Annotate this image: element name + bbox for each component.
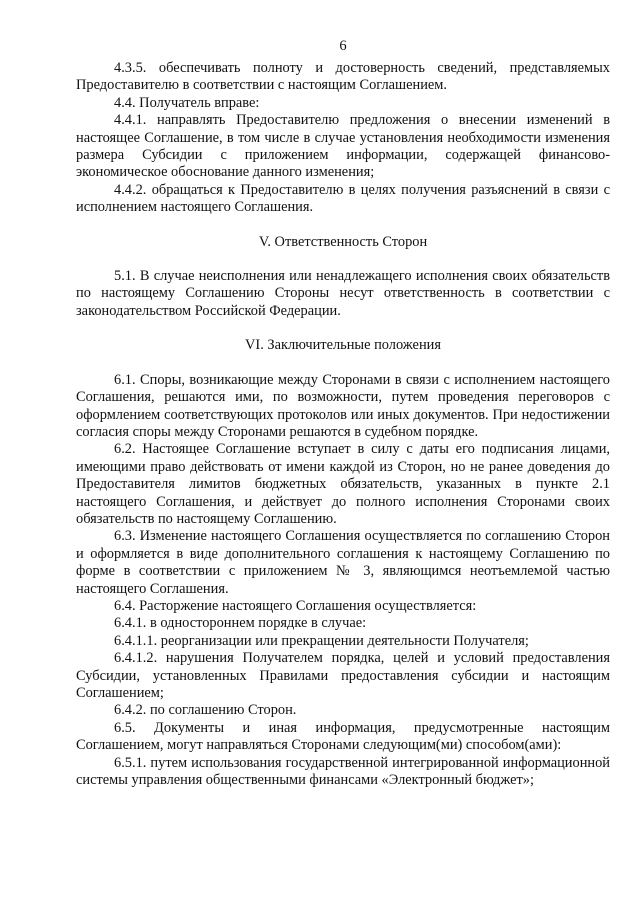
paragraph-4-3-5: 4.3.5. обеспечивать полноту и достоверность сведений, представляемых Предоставителю в соответствии с настоящим Соглашением. <box>76 60 610 94</box>
paragraph-6-3: 6.3. Изменение настоящего Соглашения осуществляется по соглашению Сторон и оформляется в виде дополнительного соглашения к настоящему Соглашению по форме в соответствии с приложением № 3, являющимся неотъемлемой частью настоящего Соглашения. <box>76 528 610 597</box>
page-number: 6 <box>339 38 347 54</box>
paragraph-5-1: 5.1. В случае неисполнения или ненадлежащего исполнения своих обязательств по настоящему Соглашению Стороны несут ответственность в соответствии с законодательством Российской Федерации. <box>76 268 610 319</box>
paragraph-6-4-1-2: 6.4.1.2. нарушения Получателем порядка, целей и условий предоставления Субсидии, установленных Правилами предоставления субсидии и настоящим Соглашением; <box>76 650 610 701</box>
document-body <box>76 60 610 789</box>
paragraph-6-1: 6.1. Споры, возникающие между Сторонами в связи с исполнением настоящего Соглашения, решаются ими, по возможности, путем проведения переговоров с оформлением соответствующих протоколов или иных документов. При недостижении согласия споры между Сторонами решаются в судебном порядке. <box>76 371 610 440</box>
paragraph-6-5: 6.5. Документы и иная информация, предусмотренные настоящим Соглашением, могут направляться Сторонами следующим(ми) способом(ами): <box>76 719 610 754</box>
paragraph-4-4: 4.4. Получатель вправе: <box>114 94 260 111</box>
section-5-heading: V. Ответственность Сторон <box>258 233 428 250</box>
paragraph-6-4: 6.4. Расторжение настоящего Соглашения осуществляется: <box>114 597 477 614</box>
paragraph-6-4-2: 6.4.2. по соглашению Сторон. <box>114 702 297 719</box>
paragraph-6-4-1-1: 6.4.1.1. реорганизации или прекращении деятельности Получателя; <box>114 632 529 649</box>
paragraph-6-2: 6.2. Настоящее Соглашение вступает в силу с даты его подписания лицами, имеющими право действовать от имени каждой из Сторон, но не ранее доведения до Предоставителя лимитов бюджетных обязательств, указанных в пункте 2.1 настоящего Соглашения, и действует до полного исполнения Сторонами своих обязательств по настоящему Соглашению. <box>76 441 610 527</box>
paragraph-6-5-1: 6.5.1. путем использования государственной интегрированной информационной системы управления общественными финансами «Электронный бюджет»; <box>76 754 610 789</box>
paragraph-4-4-1: 4.4.1. направлять Предоставителю предложения о внесении изменений в настоящее Соглашение, в том числе в случае установления необходимости изменения размера Субсидии с приложением информации, содержащей финансово-экономическое обоснование данного изменения; <box>76 112 610 181</box>
paragraph-6-4-1: 6.4.1. в одностороннем порядке в случае: <box>114 615 367 632</box>
paragraph-4-4-2: 4.4.2. обращаться к Предоставителю в целях получения разъяснений в связи с исполнением настоящего Соглашения. <box>76 181 610 216</box>
section-6-heading: VI. Заключительные положения <box>245 337 441 354</box>
